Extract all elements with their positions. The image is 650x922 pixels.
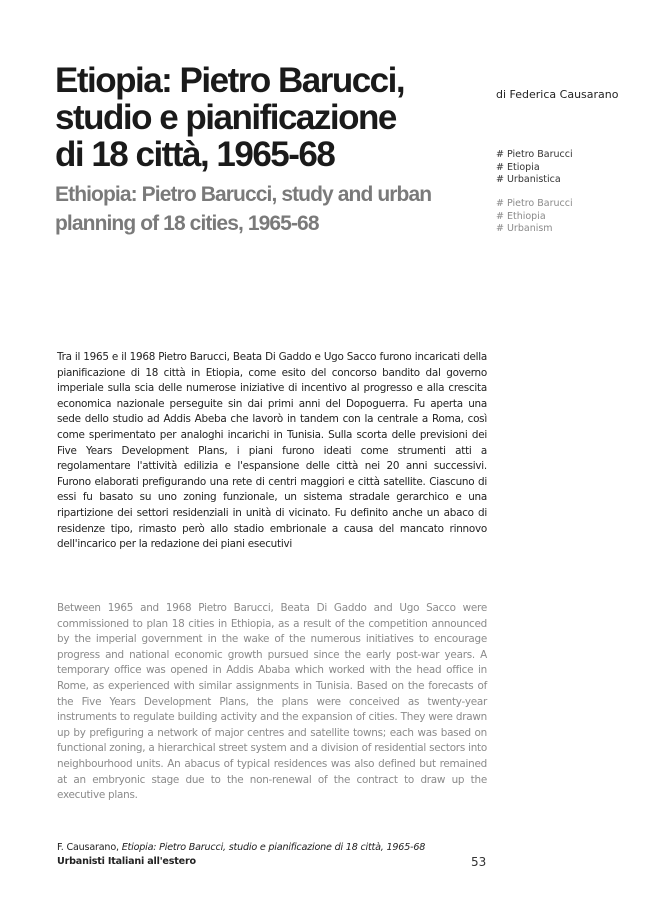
footer-citation bbox=[57, 842, 425, 853]
page-number: 53 bbox=[471, 855, 487, 869]
citation-title: Etiopia: Pietro Barucci, studio e pianificazione di 18 città, 1965-68 bbox=[121, 842, 426, 853]
author-byline: di Federica Causarano bbox=[496, 88, 619, 101]
keyword-tag: # Etiopia bbox=[496, 161, 540, 173]
abstract-italian: Tra il 1965 e il 1968 Pietro Barucci, Beata Di Gaddo e Ugo Sacco furono incaricati della pianificazione di 18 città in Etiopia, come esito del concorso bandito dal governo imperiale sulla scia delle numerose iniziative di incentivo al progresso e alla crescita economica nazionale perseguite sin dai primi anni del Dopoguerra. Fu aperta una sede dello studio ad Addis Abeba che lavorò in tandem con la centrale a Roma, così come sperimentato per analoghi incarichi in Tunisia. Sulla scorta delle previsioni dei Five Years Development Plans, i piani furono ideati come strumenti atti a regolamentare l'attività edilizia e l'espansione delle città nei 20 anni successivi. Furono elaborati prefigurando una rete di centri maggiori e città satellite. Ciascuno di essi fu basato su uno zoning funzionale, un sistema stradale gerarchico e una ripartizione dei settori residenziali in unità di vicinato. Fu definito anche un abaco di residenze tipo, rimasto però allo stadio embrionale a causa del mancato rinnovo dell'incarico per la redazione dei piani esecutivi bbox=[57, 351, 487, 551]
keyword-tag: # Urbanistica bbox=[496, 174, 561, 185]
keyword-tag: # Pietro Barucci bbox=[496, 149, 573, 160]
article-title-italian: Etiopia: Pietro Barucci, studio e pianificazione di 18 città, 1965-68 bbox=[55, 61, 405, 174]
keyword-tag: # Ethiopia bbox=[496, 210, 546, 222]
keyword-tag: # Urbanism bbox=[496, 223, 553, 234]
keywords-italian bbox=[496, 149, 573, 187]
journal-name: Urbanisti Italiani all'estero bbox=[57, 856, 196, 867]
keywords-english bbox=[496, 198, 573, 236]
citation-author: F. Causarano, bbox=[57, 842, 122, 853]
keyword-tag: # Pietro Barucci bbox=[496, 198, 573, 209]
article-title-english: Ethiopia: Pietro Barucci, study and urban planning of 18 cities, 1965-68 bbox=[55, 183, 432, 235]
abstract-english: Between 1965 and 1968 Pietro Barucci, Beata Di Gaddo and Ugo Sacco were commissioned to plan 18 cities in Ethiopia, as a result of the competition announced by the imperial government in the wake of the numerous initiatives to encourage progress and national economic growth pursued since the early post-war years. A temporary office was opened in Addis Ababa which worked with the head office in Rome, as experienced with similar assignments in Tunisia. Based on the forecasts of the Five Years Development Plans, the plans were conceived as twenty-year instruments to regulate building activity and the expansion of cities. They were drawn up by prefiguring a network of major centres and satellite towns; each was based on functional zoning, a hierarchical street system and a division of residential sectors into neighbourhood units. An abacus of typical residences was also defined but remained at an embryonic stage due to the non-renewal of the contract to draw up the executive plans. bbox=[57, 602, 487, 802]
